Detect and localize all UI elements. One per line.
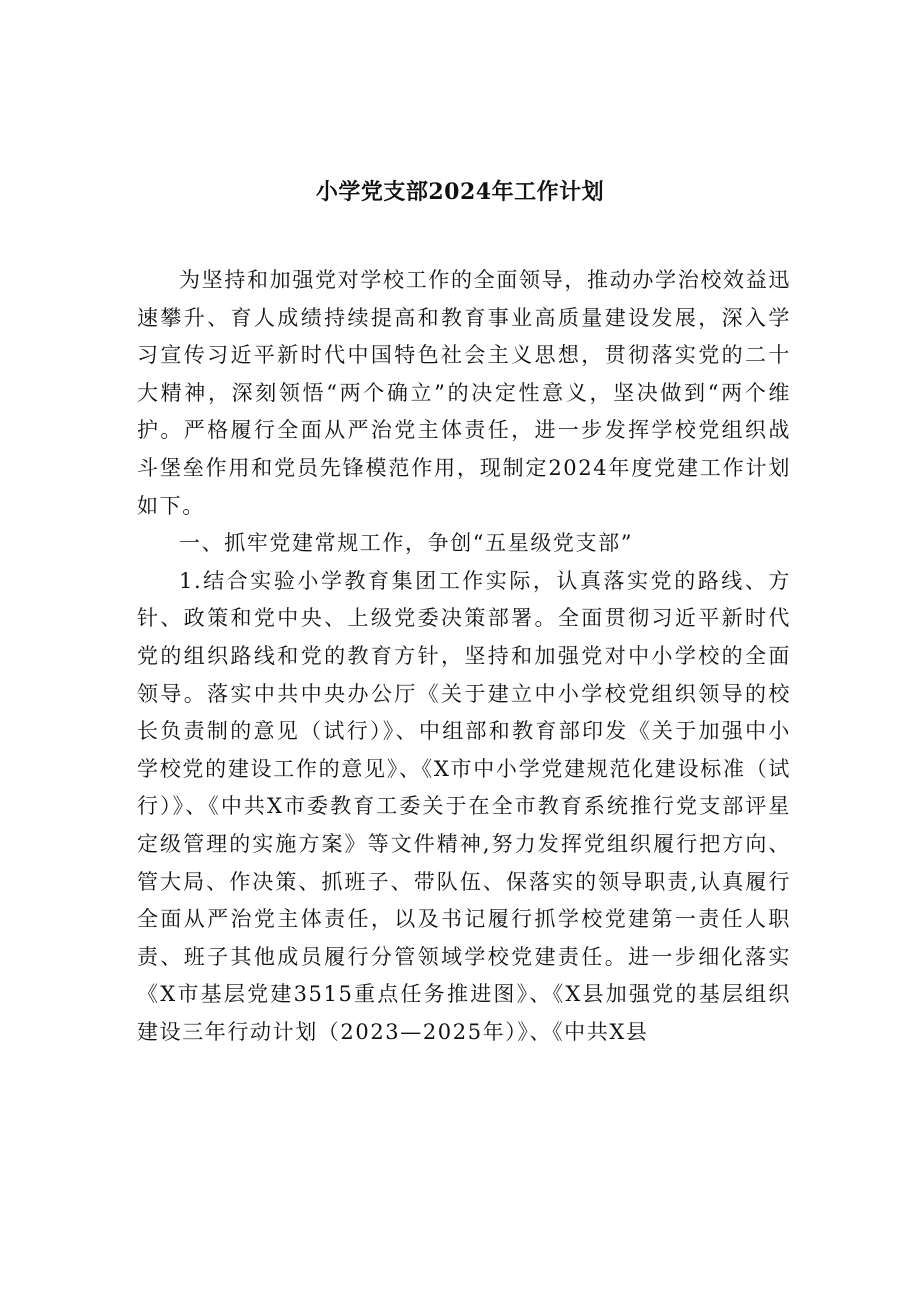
item-1-paragraph: 1.结合实验小学教育集团工作实际，认真落实党的路线、方针、政策和党中央、上级党委决策部署。全面贯彻习近平新时代党的组织路线和党的教育方针，坚持和加强党对中小学校的全面领导。落实中共中央办公厅《关于建立中小学校党组织领导的校长负责制的意见（试行）》、中组部和教育部印发《关于加强中小学校党的建设工作的意见》、《X市中小学党建规范化建设标准（试行）》、《中共X市委教育工委关于在全市教育系统推行党支部评星定级管理的实施方案》等文件精神,努力发挥党组织履行把方向、管大局、作决策、抓班子、带队伍、保落实的领导职责,认真履行全面从严治党主体责任，以及书记履行抓学校党建第一责任人职责、班子其他成员履行分管领域学校党建责任。进一步细化落实《X市基层党建3515重点任务推进图》、《X县加强党的基层组织建设三年行动计划（2023—2025年）》、《中共X县: [137, 568, 791, 1044]
section-heading-1: 一、抓牢党建常规工作，争创“五星级党支部”: [179, 531, 634, 556]
document-body: [137, 262, 791, 1051]
document-title: 小学党支部2024年工作计划: [315, 179, 605, 205]
intro-paragraph: 为坚持和加强党对学校工作的全面领导，推动办学治校效益迅速攀升、育人成绩持续提高和教育事业高质量建设发展，深入学习宣传习近平新时代中国特色社会主义思想，贯彻落实党的二十大精神，深刻领悟“两个确立”的决定性意义，坚决做到“两个维护。严格履行全面从严治党主体责任，进一步发挥学校党组织战斗堡垒作用和党员先锋模范作用，现制定2024年度党建工作计划如下。: [137, 268, 791, 518]
